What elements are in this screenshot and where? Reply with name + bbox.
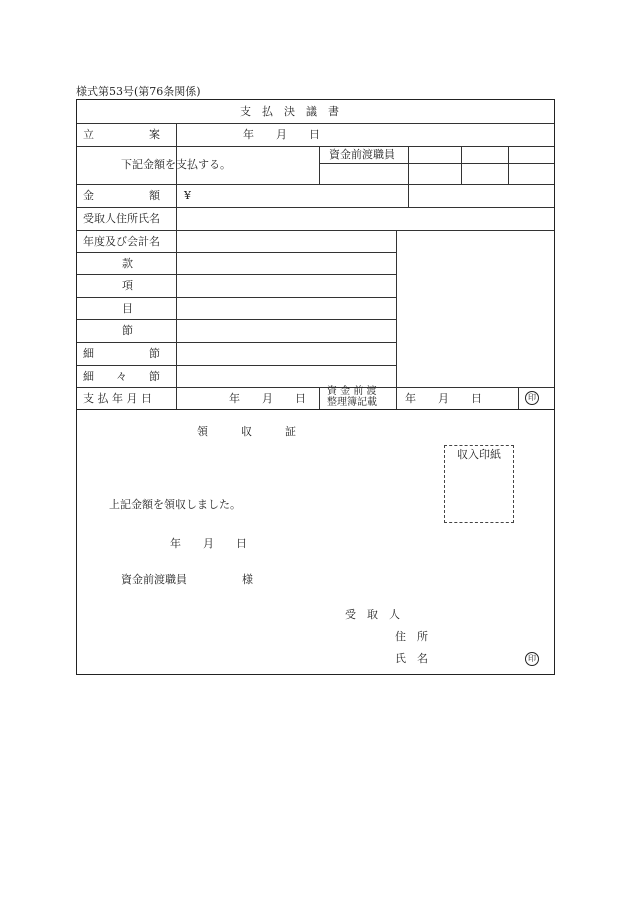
ritsuan-date: 年 月 日 [243,128,320,141]
label-saisetsu: 細 節 [83,347,160,360]
rule [319,387,320,409]
label-moku: 目 [122,302,133,315]
rule [77,274,396,275]
rule [77,207,554,208]
addressee: 資金前渡職員 様 [121,573,253,586]
rule [518,387,519,409]
stamp-label: 収入印紙 [457,448,501,461]
label-payment-date: 支 払 年 月 日 [83,392,152,405]
label-ledger-2: 整理簿記載 [327,397,377,408]
rule [77,252,396,253]
name-label: 氏 名 [395,652,428,665]
receipt-date: 年 月 日 [170,537,247,550]
rule [319,146,320,184]
label-kou: 項 [122,279,133,292]
label-kan: 款 [122,257,133,270]
rule [319,163,554,164]
label-amount: 金 額 [83,189,160,202]
rule-thick [77,409,554,410]
rule [77,297,396,298]
label-setsu: 節 [122,324,133,337]
rule [77,342,396,343]
form-number: 様式第53号(第76条関係) [76,85,201,98]
seal-icon: 印 [525,652,539,666]
payment-statement: 下記金額を支払する。 [121,158,231,171]
rule [461,146,462,184]
recipient-label: 受 取 人 [345,608,400,621]
form-title: 支 払 決 議 書 [240,105,339,118]
received-statement: 上記金額を領収しました。 [109,498,241,511]
rule [508,146,509,184]
rule [77,319,396,320]
amount-value: ¥ [184,189,191,202]
rule [408,146,409,207]
rule [77,123,554,124]
label-fiscal-account: 年度及び会計名 [83,235,160,248]
label-saisaisetsu: 細 々 節 [83,370,160,383]
address-label: 住 所 [395,630,428,643]
rule [396,230,397,387]
label-payee: 受取人住所氏名 [83,212,160,225]
payment-date-value: 年 月 日 [229,392,306,405]
rule [77,146,554,147]
label-advance-officer: 資金前渡職員 [329,148,395,161]
rule [77,387,554,388]
ledger-date: 年 月 日 [405,392,482,405]
rule [396,387,397,409]
rule [77,365,396,366]
rule [77,230,554,231]
label-ledger-1: 資 金 前 渡 [327,386,377,397]
payment-resolution-form [76,99,555,675]
rule [77,184,554,185]
receipt-title: 領 収 証 [197,425,296,438]
label-ritsuan: 立 案 [83,128,160,141]
revenue-stamp-box [444,445,514,523]
seal-icon: 印 [525,391,539,405]
